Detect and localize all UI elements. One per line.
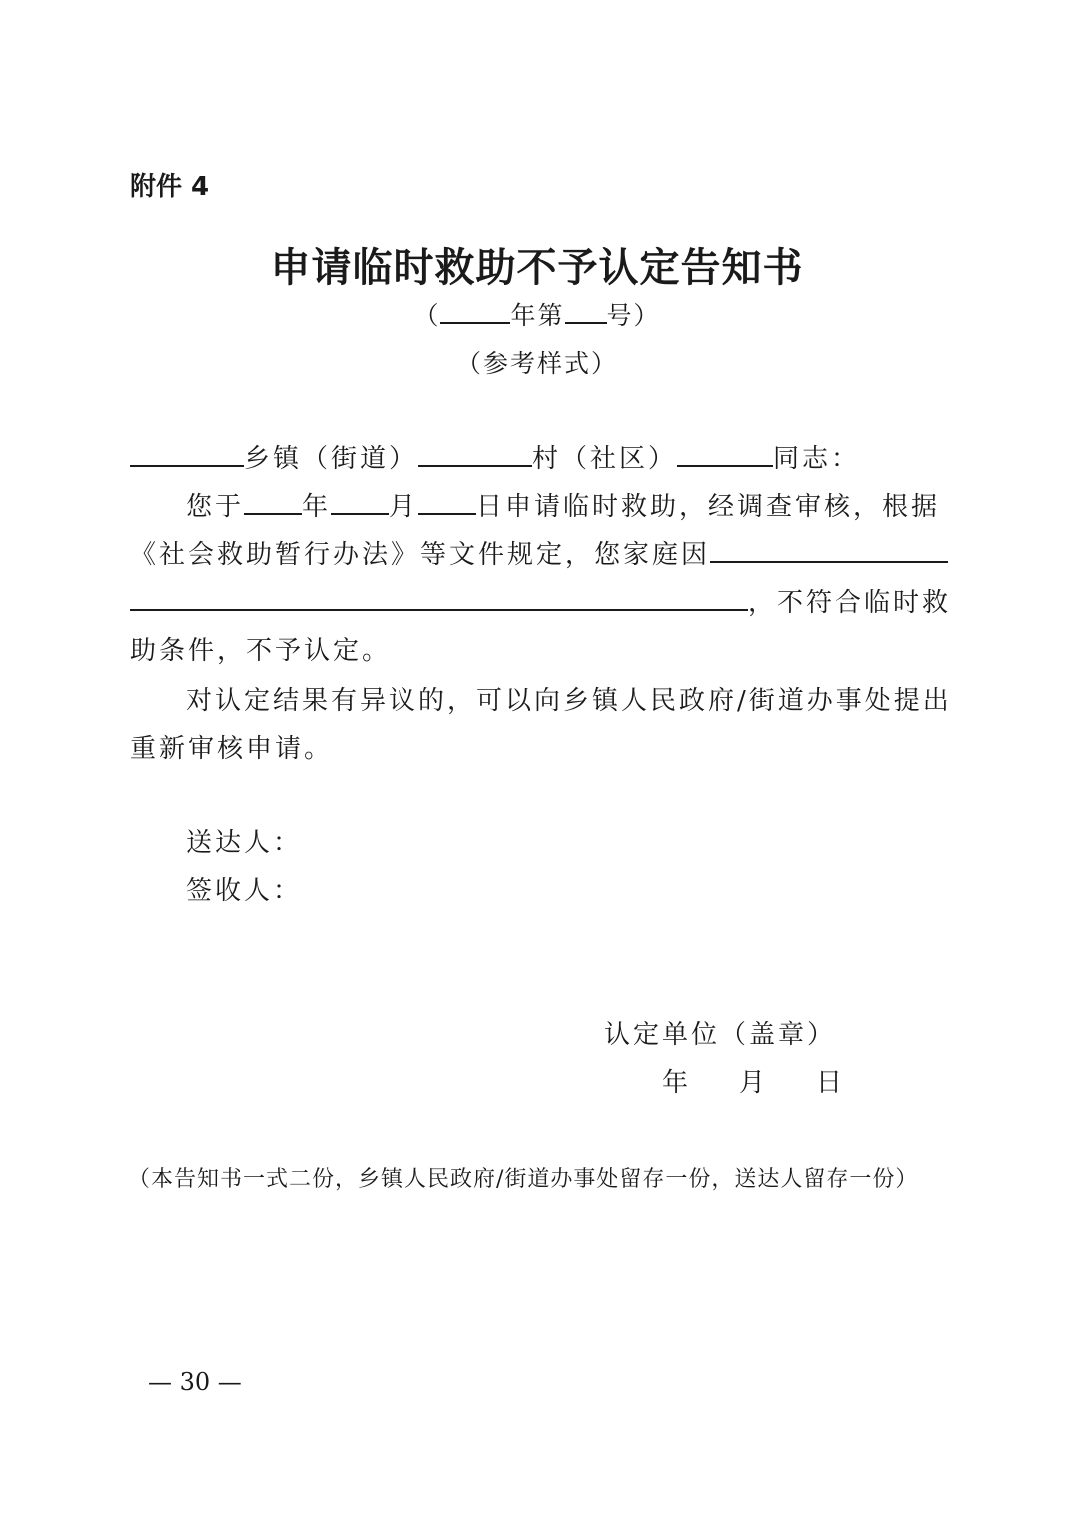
year-suffix: 年第 xyxy=(510,301,565,330)
reason-blank xyxy=(710,537,948,563)
p1-month: 月 xyxy=(389,492,419,522)
body-p2-line1: 对认定结果有异议的，可以向乡镇人民政府/街道办事处提出 xyxy=(186,686,952,716)
receiver-label: 签收人： xyxy=(186,876,303,906)
body-p1-line1 xyxy=(186,486,940,523)
body-p2-line2: 重新审核申请。 xyxy=(130,734,334,764)
year-blank xyxy=(440,298,510,324)
signature-year: 年 xyxy=(662,1068,692,1098)
village-label: 村（社区） xyxy=(532,444,678,474)
village-blank xyxy=(418,441,532,467)
p1-line3-tail: ，不符合临时救 xyxy=(748,588,952,618)
document-title: 申请临时救助不予认定告知书 xyxy=(270,244,804,291)
number-open: （ xyxy=(413,301,441,330)
document-number-line xyxy=(0,296,1074,332)
delivery-person-label: 送达人： xyxy=(186,828,303,858)
p1-day-rest: 日申请临时救助，经调查审核，根据 xyxy=(476,492,941,522)
township-blank xyxy=(130,441,244,467)
name-blank xyxy=(677,441,773,467)
address-line xyxy=(130,438,860,475)
apply-month-blank xyxy=(331,489,389,515)
certifying-unit-label: 认定单位（盖章） xyxy=(604,1020,837,1050)
number-suffix: 号） xyxy=(606,301,661,330)
signature-day: 日 xyxy=(816,1068,846,1098)
signature-date xyxy=(662,1062,845,1099)
number-blank xyxy=(565,298,607,324)
p1-line2-text: 《社会救助暂行办法》等文件规定，您家庭因 xyxy=(130,540,711,570)
page-number: — 30 — xyxy=(148,1368,242,1396)
body-p1-line2 xyxy=(130,534,948,571)
body-p1-line3 xyxy=(130,582,951,619)
attachment-label: 附件 4 xyxy=(130,172,210,202)
p1-year: 年 xyxy=(302,492,332,522)
township-label: 乡镇（街道） xyxy=(244,444,419,474)
signature-month: 月 xyxy=(739,1068,769,1098)
footnote: （本告知书一式二份，乡镇人民政府/街道办事处留存一份，送达人留存一份） xyxy=(128,1167,919,1192)
sample-label: （参考样式） xyxy=(455,349,618,378)
p1-start: 您于 xyxy=(186,492,245,522)
body-p1-line4: 助条件，不予认定。 xyxy=(130,636,392,666)
apply-year-blank xyxy=(244,489,302,515)
apply-day-blank xyxy=(418,489,476,515)
reason-blank-continued xyxy=(130,585,748,611)
comrade-label: 同志： xyxy=(773,444,861,474)
